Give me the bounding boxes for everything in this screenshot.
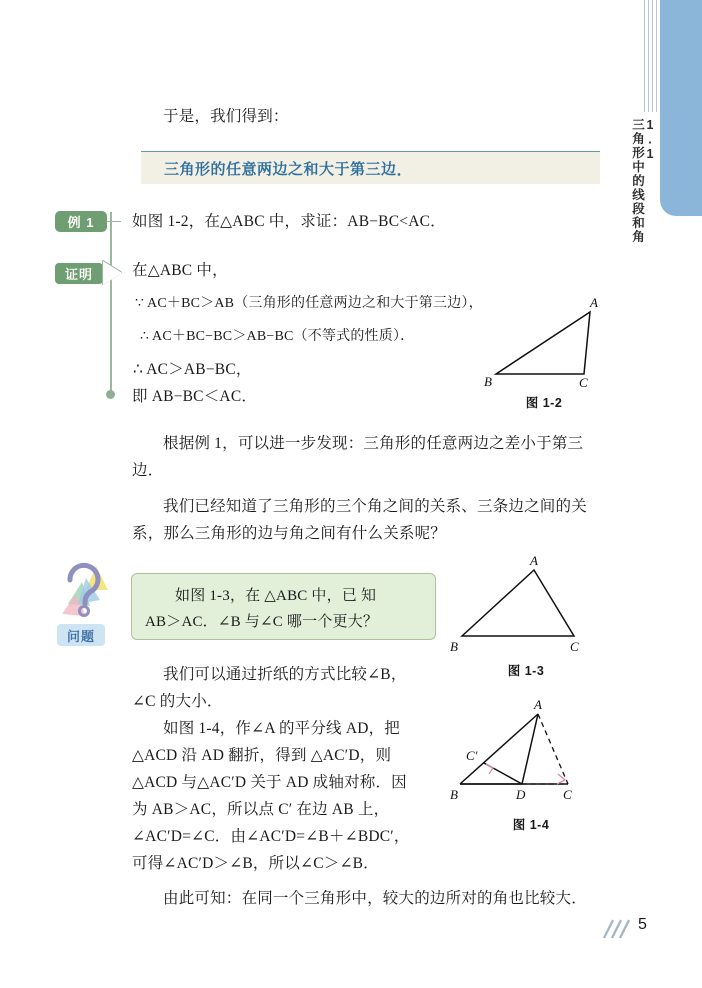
svg-text:B: B bbox=[450, 639, 458, 654]
example-statement-row bbox=[132, 209, 602, 236]
question-box bbox=[131, 573, 436, 640]
question-line-2: AB＞AC．∠B 与∠C 哪一个更大？ bbox=[145, 614, 379, 631]
conclusion-text: 三角形的任意两边之和大于第三边 bbox=[164, 160, 397, 178]
svg-text:C: C bbox=[563, 787, 572, 802]
proof-badge: 证明 bbox=[55, 263, 103, 284]
paragraph-2-text: 我们已经知道了三角形的三个角之间的关系、三条边之间的关系，那么三角形的边与角之间有什么关系呢？ bbox=[132, 498, 587, 542]
lower-text-column bbox=[132, 662, 442, 878]
side-rule-lines bbox=[642, 0, 658, 112]
figure-1-3-caption-prefix: 图 bbox=[507, 664, 521, 678]
figure-1-2-caption-number: 1‐2 bbox=[542, 396, 563, 410]
chapter-side-tab bbox=[660, 0, 702, 216]
question-badge: 问题 bbox=[57, 624, 105, 646]
svg-text:A: A bbox=[590, 296, 598, 310]
lower-line-5: △ACD 与△AC′D 关于 AD 成轴对称．因 bbox=[132, 773, 407, 791]
svg-text:B: B bbox=[484, 374, 492, 388]
conclusion-highlight-box bbox=[141, 151, 600, 184]
proof-line-5: 即 AB−BC＜AC． bbox=[132, 388, 258, 405]
svg-text:D: D bbox=[516, 787, 526, 802]
svg-text:A: A bbox=[530, 553, 538, 568]
svg-text:C′: C′ bbox=[466, 748, 478, 763]
svg-text:C: C bbox=[579, 375, 588, 388]
proof-line-3: ∴ AC＋BC−BC＞AB−BC（不等式的性质）． bbox=[140, 329, 415, 344]
lower-line-2: ∠C 的大小． bbox=[132, 692, 223, 710]
lower-line-6: 为 AB＞AC，所以点 C′ 在边 AB 上， bbox=[132, 800, 390, 818]
example-rail-dot bbox=[106, 390, 115, 399]
figure-1-3-drawing bbox=[446, 552, 606, 656]
figure-1-4-caption bbox=[446, 815, 616, 833]
svg-text:C: C bbox=[570, 639, 579, 654]
svg-text:A: A bbox=[534, 700, 542, 712]
figure-1-4-caption-number: 1‐4 bbox=[529, 818, 550, 832]
paragraph-after-example bbox=[132, 431, 602, 484]
intro-text: 于是，我们得到： bbox=[163, 108, 289, 125]
intro-paragraph bbox=[132, 104, 602, 131]
chapter-number: 1.1 bbox=[643, 118, 657, 162]
paragraph-1-text: 根据例 1，可以进一步发现：三角形的任意两边之差小于第三边． bbox=[132, 435, 584, 479]
example-rail bbox=[110, 212, 112, 394]
lower-line-7: ∠AC′D=∠C．由∠AC′D=∠B＋∠BDC′， bbox=[132, 827, 410, 845]
figure-1-3-caption bbox=[446, 661, 606, 679]
question-mark-icon bbox=[56, 560, 112, 622]
question-line-1: 如图 1‐3，在 △ABC 中，已 知 bbox=[175, 588, 377, 604]
svg-text:B: B bbox=[450, 787, 458, 802]
figure-1-2-drawing bbox=[478, 296, 610, 388]
figure-1-2-caption-prefix: 图 bbox=[525, 396, 539, 410]
proof-line-1: 在△ABC 中， bbox=[132, 262, 228, 279]
figure-1-4-drawing bbox=[446, 700, 616, 810]
proof-arrow bbox=[103, 261, 122, 285]
conclusion-period: ． bbox=[396, 161, 413, 179]
paragraph-transition bbox=[132, 494, 602, 547]
example-statement: 如图 1‐2，在△ABC 中，求证：AB−BC<AC． bbox=[132, 213, 446, 230]
chapter-title: 三角形中的线段和角 bbox=[630, 118, 645, 244]
footer-decoration-icon bbox=[600, 918, 632, 940]
figure-1-3-caption-number: 1‐3 bbox=[524, 664, 545, 678]
figure-1-4-caption-prefix: 图 bbox=[512, 818, 526, 832]
page-number: 5 bbox=[638, 916, 647, 933]
lower-line-3: 如图 1‐4，作∠A 的平分线 AD，把 bbox=[163, 719, 401, 737]
proof-line-4: ∴ AC＞AB−BC， bbox=[133, 361, 252, 378]
proof-line-2: ∵ AC＋BC＞AB（三角形的任意两边之和大于第三边）， bbox=[135, 296, 483, 311]
lower-line-4: △ACD 沿 AD 翻折，得到 △AC′D，则 bbox=[132, 746, 392, 764]
final-paragraph-text: 由此可知：在同一个三角形中，较大的边所对的角也比较大． bbox=[163, 890, 587, 907]
figure-1-4 bbox=[446, 700, 616, 833]
figure-1-2 bbox=[478, 296, 610, 411]
figure-1-3 bbox=[446, 552, 606, 679]
example-badge: 例 1 bbox=[55, 211, 107, 232]
final-paragraph bbox=[132, 886, 602, 913]
lower-line-8: 可得∠AC′D＞∠B，所以∠C＞∠B． bbox=[132, 854, 379, 872]
figure-1-2-caption bbox=[478, 393, 610, 411]
lower-line-1: 我们可以通过折纸的方式比较∠B， bbox=[163, 666, 407, 683]
